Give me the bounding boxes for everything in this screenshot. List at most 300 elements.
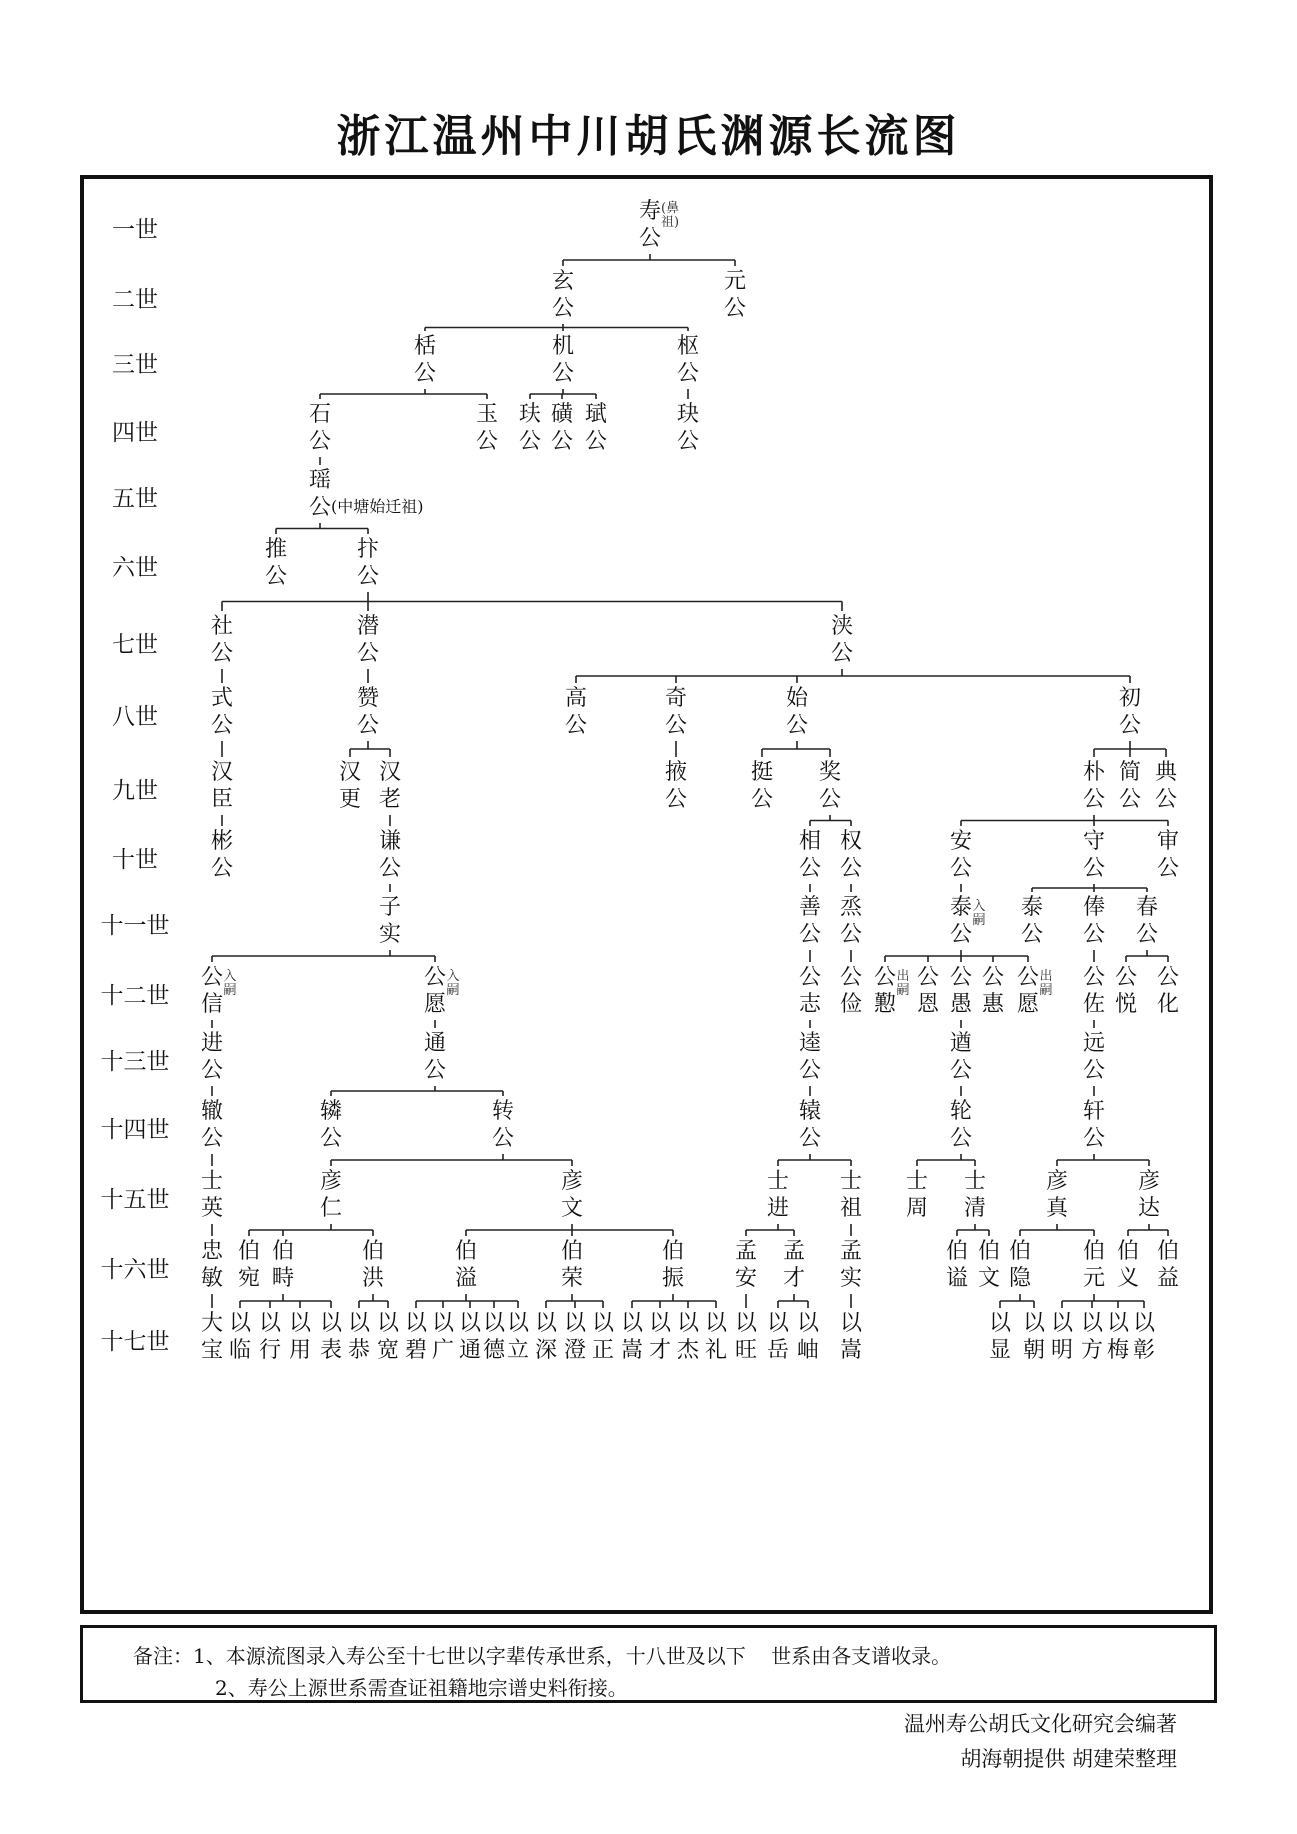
person-name-char: 以 <box>767 1311 790 1336</box>
person-name-char: 以 <box>649 1311 672 1336</box>
person-name-char: 大 <box>201 1311 224 1336</box>
person-name-char: 公 <box>320 1126 343 1151</box>
person-name-char: 相 <box>799 829 822 854</box>
person-node <box>229 1310 251 1364</box>
person-name-char: 俸 <box>1083 895 1106 920</box>
generation-label: 四世 <box>112 420 158 446</box>
generation-label: 五世 <box>112 486 158 512</box>
person-node <box>405 1310 427 1364</box>
person-node <box>964 1168 986 1222</box>
person-node <box>201 1098 223 1152</box>
person-node <box>357 613 379 667</box>
person-name-char: 通 <box>424 1031 447 1056</box>
person-node <box>665 759 687 813</box>
person-name-char: 清 <box>964 1196 987 1221</box>
person-name-char: 公 <box>211 641 234 666</box>
person-name-char: 公 <box>840 922 863 947</box>
credit-editor: 温州寿公胡氏文化研究会编著 <box>904 1712 1177 1736</box>
person-name-char: 简 <box>1119 760 1142 785</box>
person-name-char: 公 <box>1017 965 1040 990</box>
person-node <box>1157 964 1179 1018</box>
person-name-char: 公 <box>357 713 380 738</box>
person-node <box>840 964 862 1018</box>
person-name-char: 公 <box>1119 713 1142 738</box>
person-name-char: 公 <box>786 713 809 738</box>
person-name-char: 伯 <box>1009 1239 1032 1264</box>
person-node <box>705 1310 727 1364</box>
person-name-char: 公 <box>724 296 747 321</box>
person-name-char: 悦 <box>1115 992 1138 1017</box>
person-note: 出嗣 <box>1039 969 1053 998</box>
person-name-char: 公 <box>585 429 608 454</box>
person-name-char: 公 <box>552 296 575 321</box>
person-node <box>357 685 379 739</box>
person-name-char: 公 <box>982 965 1005 990</box>
person-name-char: 伯 <box>1157 1239 1180 1264</box>
person-node <box>978 1238 1000 1292</box>
person-node <box>989 1310 1011 1364</box>
person-name-char: 逵 <box>799 1031 822 1056</box>
person-name-char: 公 <box>1115 965 1138 990</box>
person-name-char: 碧 <box>405 1338 428 1363</box>
person-name-char: 正 <box>592 1338 615 1363</box>
person-name-char: 公 <box>819 787 842 812</box>
person-name-char: 彰 <box>1133 1338 1156 1363</box>
person-name-char: 敏 <box>201 1266 224 1291</box>
person-name-char: 士 <box>767 1169 790 1194</box>
generation-label: 十六世 <box>100 1257 170 1283</box>
person-name-char: 以 <box>797 1311 820 1336</box>
person-name-char: 掖 <box>665 760 688 785</box>
person-node <box>639 198 680 252</box>
person-name-char: 公 <box>1083 922 1106 947</box>
person-name-char: 洪 <box>362 1266 385 1291</box>
person-name-char: 嵩 <box>840 1338 863 1363</box>
person-name-char: 进 <box>201 1031 224 1056</box>
person-node <box>519 401 541 455</box>
person-name-char: 俭 <box>840 992 863 1017</box>
person-name-char: 安 <box>735 1266 758 1291</box>
person-name-char: 伯 <box>1083 1239 1106 1264</box>
person-note: 入嗣 <box>223 969 237 998</box>
person-name-char: 梅 <box>1107 1338 1130 1363</box>
person-node <box>1083 1098 1105 1152</box>
person-name-char: 公 <box>476 429 499 454</box>
person-name-char: 公 <box>357 564 380 589</box>
person-node <box>552 268 574 322</box>
person-node <box>1051 1310 1073 1364</box>
person-name-char: 辙 <box>201 1099 224 1124</box>
person-note: 出嗣 <box>896 969 910 998</box>
person-name-char: 安 <box>950 829 973 854</box>
person-name-char: 彦 <box>1138 1169 1161 1194</box>
person-node <box>735 1310 757 1364</box>
person-name-char: 守 <box>1083 829 1106 854</box>
person-name-char: 以 <box>1133 1311 1156 1336</box>
person-name-char: 周 <box>906 1196 929 1221</box>
person-name-char: 谦 <box>379 829 402 854</box>
person-node <box>1023 1310 1045 1364</box>
generation-label: 十四世 <box>100 1117 170 1143</box>
person-name-char: 社 <box>211 614 234 639</box>
person-name-char: 公 <box>799 922 822 947</box>
generation-label: 二世 <box>112 287 158 313</box>
person-node <box>565 685 587 739</box>
person-node <box>1133 1310 1155 1364</box>
person-node <box>289 1310 311 1364</box>
person-node <box>1136 894 1158 948</box>
person-name-char: 元 <box>1083 1266 1106 1291</box>
person-name-char: 公 <box>950 1058 973 1083</box>
person-name-char: 辕 <box>799 1099 822 1124</box>
person-node <box>1157 828 1179 882</box>
person-name-char: 嵩 <box>621 1338 644 1363</box>
person-name-char: 玉 <box>476 402 499 427</box>
person-name-char: 行 <box>259 1338 282 1363</box>
person-name-char: 公 <box>1083 856 1106 881</box>
person-name-char: 抃 <box>357 537 380 562</box>
person-name-char: 公 <box>665 787 688 812</box>
person-name-char: 以 <box>1081 1311 1104 1336</box>
person-name-char: 汉 <box>339 760 362 785</box>
person-name-char: 孟 <box>840 1239 863 1264</box>
person-name-char: 公 <box>677 361 700 386</box>
person-name-char: 愚 <box>950 992 973 1017</box>
person-node <box>799 1030 821 1084</box>
person-name-char: 士 <box>840 1169 863 1194</box>
person-name-char: 推 <box>265 537 288 562</box>
person-name-char: 恭 <box>348 1338 371 1363</box>
person-node <box>211 759 233 813</box>
person-name-char: 奖 <box>819 760 842 785</box>
person-node <box>552 333 574 387</box>
person-node <box>1083 759 1105 813</box>
person-node <box>1046 1168 1068 1222</box>
person-name-char: 以 <box>1107 1311 1130 1336</box>
person-name-char: 汉 <box>211 760 234 785</box>
person-name-char: 轩 <box>1083 1099 1106 1124</box>
person-name-char: 善 <box>799 895 822 920</box>
person-name-char: 临 <box>229 1338 252 1363</box>
person-name-char: 以 <box>564 1311 587 1336</box>
person-name-char: 始 <box>786 686 809 711</box>
person-node <box>483 1310 505 1364</box>
person-node <box>265 536 287 590</box>
person-node <box>840 1168 862 1222</box>
generation-label: 十五世 <box>100 1187 170 1213</box>
person-name-char: 愿 <box>424 992 447 1017</box>
person-name-char: 公 <box>665 713 688 738</box>
person-node <box>677 1310 699 1364</box>
person-node <box>211 613 233 667</box>
person-node <box>551 401 573 455</box>
notes-box <box>80 1625 1217 1703</box>
person-name-char: 公 <box>201 1058 224 1083</box>
person-node <box>309 401 331 455</box>
person-node <box>799 828 821 882</box>
person-node <box>201 1310 223 1364</box>
person-name-char: 石 <box>309 402 332 427</box>
person-name-char: 权 <box>840 829 863 854</box>
person-node <box>982 964 1004 1018</box>
person-name-char: 老 <box>379 787 402 812</box>
person-name-char: 士 <box>964 1169 987 1194</box>
person-node <box>320 1098 342 1152</box>
person-node <box>662 1238 684 1292</box>
person-node <box>1138 1168 1160 1222</box>
person-name-char: 公 <box>379 856 402 881</box>
person-name-char: 荣 <box>561 1266 584 1291</box>
person-name-char: 以 <box>1051 1311 1074 1336</box>
person-node <box>201 1168 223 1222</box>
person-name-char: 以 <box>840 1311 863 1336</box>
person-node <box>348 1310 370 1364</box>
person-name-char: 宝 <box>201 1338 224 1363</box>
person-name-char: 彦 <box>561 1169 584 1194</box>
person-node <box>840 1238 862 1292</box>
person-name-char: 高 <box>565 686 588 711</box>
person-node <box>459 1310 481 1364</box>
chart-title: 浙江温州中川胡氏渊源长流图 <box>336 111 961 162</box>
person-name-char: 子 <box>379 895 402 920</box>
person-node <box>797 1310 819 1364</box>
person-node <box>786 685 808 739</box>
person-node <box>840 828 862 882</box>
person-node <box>874 964 910 1018</box>
person-name-char: 广 <box>432 1338 455 1363</box>
person-name-char: 公 <box>1157 856 1180 881</box>
person-node <box>455 1238 477 1292</box>
person-name-char: 伯 <box>946 1239 969 1264</box>
person-name-char: 公 <box>950 922 973 947</box>
person-name-char: 玞 <box>519 402 542 427</box>
person-node <box>950 828 972 882</box>
person-name-char: 远 <box>1083 1031 1106 1056</box>
person-name-char: 伯 <box>1117 1239 1140 1264</box>
person-node <box>564 1310 586 1364</box>
person-name-char: 以 <box>377 1311 400 1336</box>
person-name-char: 挺 <box>751 760 774 785</box>
person-name-char: 春 <box>1136 895 1159 920</box>
person-node <box>819 759 841 813</box>
person-name-char: 以 <box>432 1311 455 1336</box>
generation-label: 六世 <box>112 555 158 581</box>
person-name-char: 枢 <box>677 334 700 359</box>
person-name-char: 礼 <box>705 1338 728 1363</box>
person-name-char: 玦 <box>677 402 700 427</box>
person-node <box>1081 1310 1103 1364</box>
person-name-char: 公 <box>874 965 897 990</box>
person-name-char: 文 <box>561 1196 584 1221</box>
person-name-char: 公 <box>201 1126 224 1151</box>
person-name-char: 懃 <box>874 992 897 1017</box>
person-node <box>432 1310 454 1364</box>
person-name-char: 伯 <box>362 1239 385 1264</box>
person-name-char: 轮 <box>950 1099 973 1124</box>
person-node <box>201 1030 223 1084</box>
person-node <box>379 759 401 813</box>
person-node <box>783 1238 805 1292</box>
person-name-char: 伯 <box>272 1239 295 1264</box>
person-name-char: 以 <box>677 1311 700 1336</box>
person-name-char: 真 <box>1046 1196 1069 1221</box>
person-node <box>1119 685 1141 739</box>
person-node <box>211 685 233 739</box>
person-node <box>906 1168 928 1222</box>
person-name-char: 伯 <box>455 1239 478 1264</box>
person-node <box>840 894 862 948</box>
person-name-char: 遒 <box>950 1031 973 1056</box>
person-name-char: 公 <box>1136 922 1159 947</box>
person-node <box>1107 1310 1129 1364</box>
person-name-char: 伯 <box>662 1239 685 1264</box>
person-node <box>831 613 853 667</box>
person-node <box>1021 894 1043 948</box>
person-node <box>950 894 986 948</box>
generation-label: 十一世 <box>100 913 170 939</box>
person-name-char: 以 <box>483 1311 506 1336</box>
person-name-char: 才 <box>649 1338 672 1363</box>
person-name-char: 以 <box>989 1311 1012 1336</box>
person-node <box>320 1168 342 1222</box>
person-name-char: 以 <box>320 1311 343 1336</box>
person-node <box>1157 1238 1179 1292</box>
person-node <box>799 1098 821 1152</box>
person-node <box>724 268 746 322</box>
generation-label: 三世 <box>112 352 158 378</box>
person-name-char: 公 <box>677 429 700 454</box>
person-name-char: 公 <box>211 713 234 738</box>
person-name-char: 岫 <box>797 1338 820 1363</box>
person-name-char: 公 <box>1155 787 1178 812</box>
person-name-char: 振 <box>662 1266 685 1291</box>
person-node <box>1083 828 1105 882</box>
person-name-char: 以 <box>735 1311 758 1336</box>
person-node <box>735 1238 757 1292</box>
person-name-char: 显 <box>989 1338 1012 1363</box>
person-name-char: 奇 <box>665 686 688 711</box>
person-node <box>751 759 773 813</box>
person-name-char: 恩 <box>917 992 940 1017</box>
person-name-char: 以 <box>405 1311 428 1336</box>
person-node <box>767 1168 789 1222</box>
person-node <box>414 333 436 387</box>
person-node <box>767 1310 789 1364</box>
person-node <box>535 1310 557 1364</box>
person-name-char: 磺 <box>551 402 574 427</box>
person-name-char: 公 <box>424 1058 447 1083</box>
person-name-char: 以 <box>1023 1311 1046 1336</box>
person-node <box>561 1168 583 1222</box>
person-name-char: 泰 <box>1021 895 1044 920</box>
person-node <box>1155 759 1177 813</box>
person-node <box>201 1238 223 1292</box>
person-name-char: 寿 <box>639 199 662 224</box>
person-name-char: 彬 <box>211 829 234 854</box>
person-node <box>1083 964 1105 1018</box>
person-name-char: 转 <box>492 1099 515 1124</box>
generation-label: 十三世 <box>100 1049 170 1075</box>
person-name-char: 孟 <box>783 1239 806 1264</box>
person-name-char: 以 <box>507 1311 530 1336</box>
person-node <box>585 401 607 455</box>
person-name-char: 公 <box>1119 787 1142 812</box>
person-name-char: 典 <box>1155 760 1178 785</box>
person-node <box>320 1310 342 1364</box>
person-node <box>950 964 972 1018</box>
person-node <box>677 333 699 387</box>
person-name-char: 公 <box>840 856 863 881</box>
person-node <box>799 894 821 948</box>
generation-label: 十七世 <box>100 1329 170 1355</box>
person-node <box>950 1098 972 1152</box>
person-name-char: 玄 <box>552 269 575 294</box>
person-name-char: 公 <box>201 965 224 990</box>
person-name-char: 愿 <box>1017 992 1040 1017</box>
person-name-char: 以 <box>535 1311 558 1336</box>
person-node <box>1083 894 1105 948</box>
person-name-char: 公 <box>414 361 437 386</box>
person-name-char: 进 <box>767 1196 790 1221</box>
person-node <box>1119 759 1141 813</box>
person-name-char: 公 <box>950 1126 973 1151</box>
note-line-2: 2、寿公上源世系需查证祖籍地宗谱史料衔接。 <box>215 1676 628 1700</box>
person-node <box>379 894 401 948</box>
person-name-char: 公 <box>1083 965 1106 990</box>
person-node <box>1083 1238 1105 1292</box>
person-name-char: 公 <box>211 856 234 881</box>
person-node <box>309 467 424 521</box>
person-name-char: 澄 <box>564 1338 587 1363</box>
person-name-char: 彦 <box>1046 1169 1069 1194</box>
person-name-char: 公 <box>1083 1058 1106 1083</box>
person-name-char: 朝 <box>1023 1338 1046 1363</box>
person-name-char: 溢 <box>455 1266 478 1291</box>
person-name-char: 公 <box>552 361 575 386</box>
person-name-char: 公 <box>751 787 774 812</box>
person-name-char: 化 <box>1157 992 1180 1017</box>
person-name-char: 公 <box>950 965 973 990</box>
person-name-char: 杰 <box>677 1338 700 1363</box>
person-note: (中塘始迁祖) <box>331 497 424 516</box>
person-name-char: 以 <box>348 1311 371 1336</box>
person-name-char: 栝 <box>414 334 437 359</box>
person-node <box>677 401 699 455</box>
person-node <box>238 1238 260 1292</box>
person-node <box>1083 1030 1105 1084</box>
person-name-char: 朴 <box>1083 760 1106 785</box>
person-name-char: 以 <box>592 1311 615 1336</box>
person-name-char: 伯 <box>561 1239 584 1264</box>
person-name-char: 谥 <box>946 1266 969 1291</box>
person-name-char: 更 <box>339 787 362 812</box>
person-node <box>1009 1238 1031 1292</box>
person-name-char: 初 <box>1119 686 1142 711</box>
person-name-char: 臣 <box>211 787 234 812</box>
person-name-char: 公 <box>799 965 822 990</box>
person-name-char: 浃 <box>831 614 854 639</box>
person-name-char: 深 <box>535 1338 558 1363</box>
person-node <box>799 964 821 1018</box>
person-name-char: 公 <box>639 226 662 251</box>
person-name-char: 岳 <box>767 1338 790 1363</box>
person-name-char: 孟 <box>735 1239 758 1264</box>
person-name-char: 才 <box>783 1266 806 1291</box>
person-name-char: 公 <box>840 965 863 990</box>
person-name-char: 以 <box>621 1311 644 1336</box>
person-name-char: 惠 <box>982 992 1005 1017</box>
person-name-char: 义 <box>1117 1266 1140 1291</box>
